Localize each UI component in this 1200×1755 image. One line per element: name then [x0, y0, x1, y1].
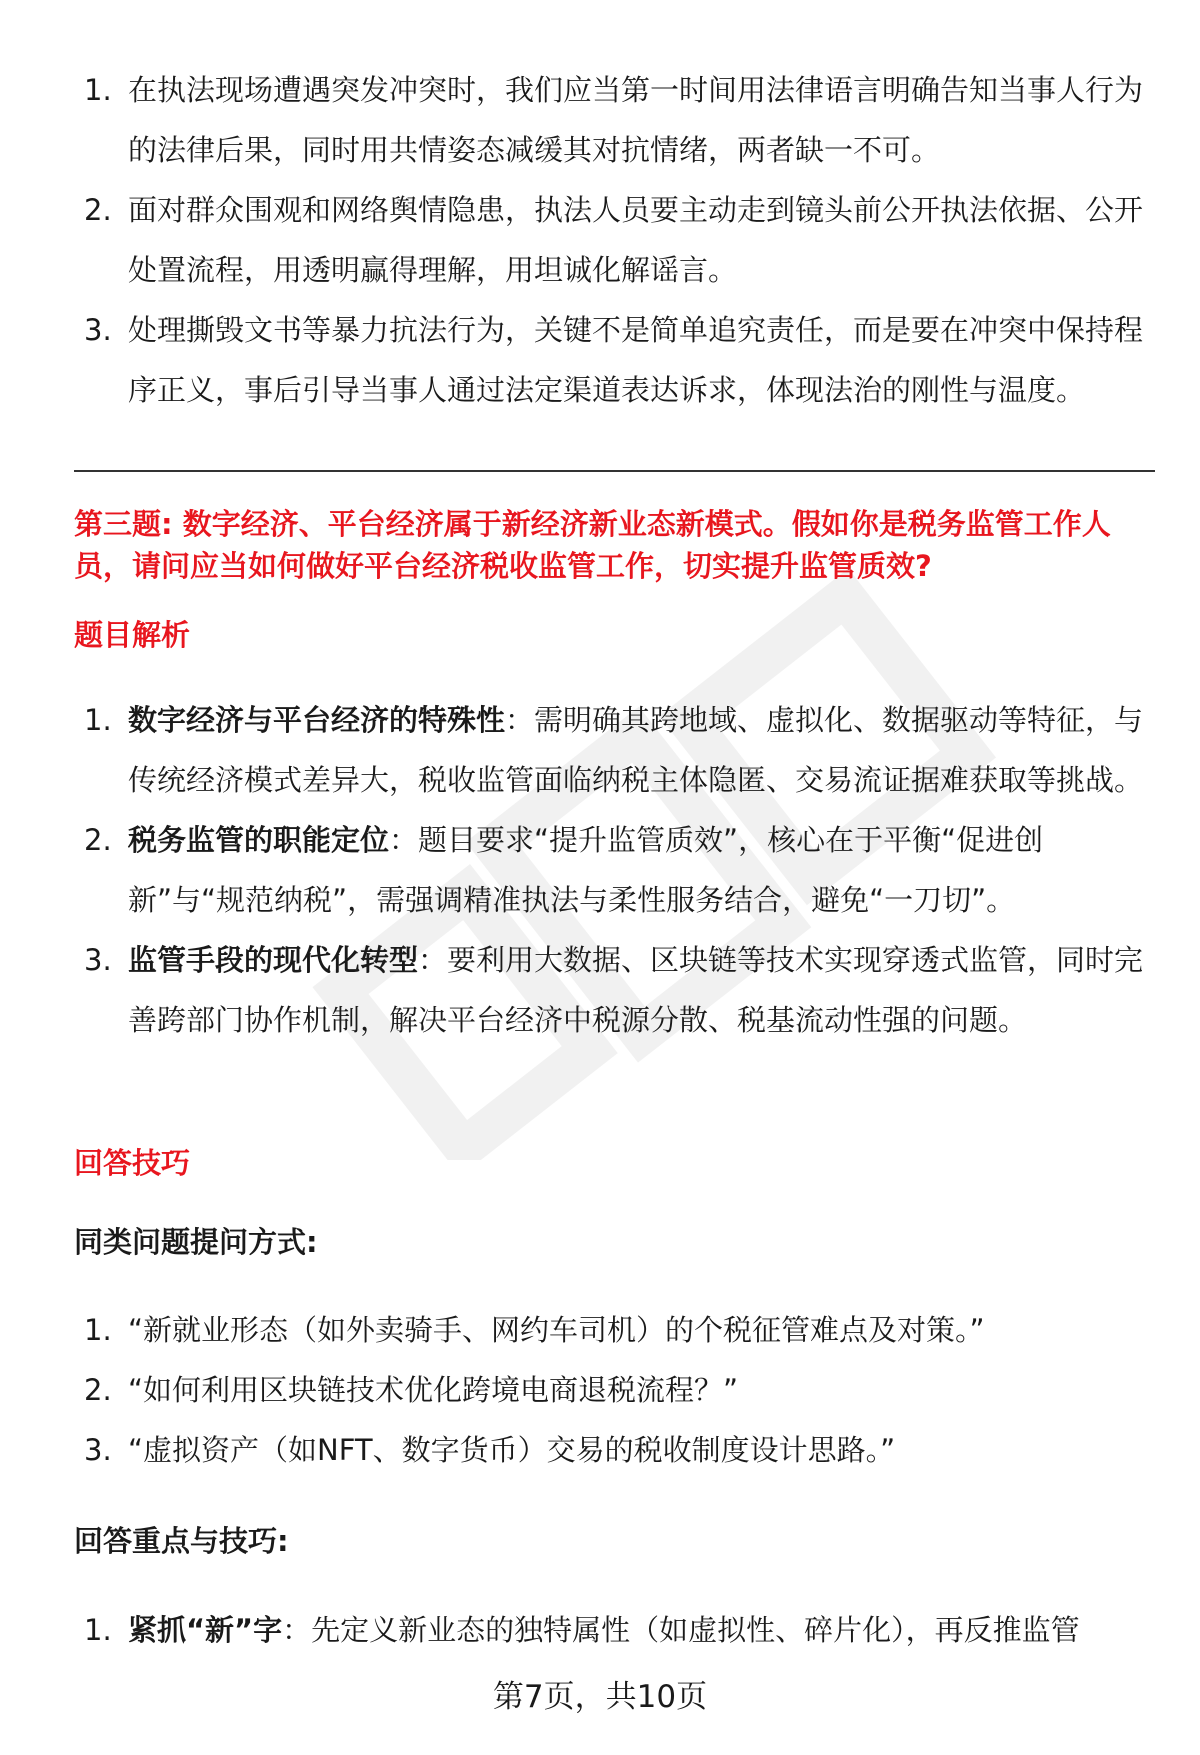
list-item	[74, 300, 1144, 420]
list-number: 1.	[84, 703, 112, 737]
key-points-list	[74, 1600, 1144, 1660]
list-item	[74, 1420, 1144, 1480]
list-text: “新就业形态（如外卖骑手、网约车司机）的个税征管难点及对策。”	[128, 1313, 985, 1347]
list-text: 在执法现场遭遇突发冲突时，我们应当第一时间用法律语言明确告知当事人行为的法律后果，同时用共情姿态减缓其对抗情绪，两者缺一不可。	[128, 73, 1144, 167]
page-footer: 第7页，共10页	[492, 1679, 708, 1715]
list-item	[74, 60, 1144, 180]
list-item	[74, 690, 1144, 810]
list-text: “虚拟资产（如NFT、数字货币）交易的税收制度设计思路。”	[128, 1433, 896, 1467]
analysis-heading: 题目解析	[74, 618, 191, 652]
question-title: 第三题: 数字经济、平台经济属于新经济新业态新模式。假如你是税务监管工作人员，请问应当如何做好平台经济税收监管工作，切实提升监管质效?	[74, 507, 1111, 583]
list-text: ：题目要求“提升监管质效”，核心在于平衡“促进创新”与“规范纳税”，需强调精准执法与柔性服务结合，避免“一刀切”。	[128, 823, 1044, 917]
list-text: 处理撕毁文书等暴力抗法行为，关键不是简单追究责任，而是要在冲突中保持程序正义，事后引导当事人通过法定渠道表达诉求，体现法治的刚性与温度。	[128, 313, 1144, 407]
list-item	[74, 1600, 1144, 1660]
list-text: ：需明确其跨地域、虚拟化、数据驱动等特征，与传统经济模式差异大，税收监管面临纳税主体隐匿、交易流证据难获取等挑战。	[128, 703, 1144, 797]
similar-questions-list	[74, 1300, 1144, 1480]
list-number: 1.	[84, 1613, 112, 1647]
list-bold-lead: 紧抓“新”字	[128, 1613, 283, 1647]
list-bold-lead: 数字经济与平台经济的特殊性	[128, 703, 506, 737]
list-item	[74, 1300, 1144, 1360]
list-item	[74, 1360, 1144, 1420]
list-item	[74, 180, 1144, 300]
similar-questions-heading: 同类问题提问方式:	[74, 1225, 318, 1259]
tips-heading: 回答技巧	[74, 1146, 191, 1180]
list-number: 3.	[84, 313, 112, 347]
conflict-handling-list	[74, 60, 1144, 420]
list-text: ：要利用大数据、区块链等技术实现穿透式监管，同时完善跨部门协作机制，解决平台经济中税源分散、税基流动性强的问题。	[128, 943, 1144, 1037]
list-text: ：先定义新业态的独特属性（如虚拟性、碎片化），再反推监管	[282, 1613, 1080, 1647]
list-bold-lead: 税务监管的职能定位	[128, 823, 390, 857]
list-number: 3.	[84, 1433, 112, 1467]
list-bold-lead: 监管手段的现代化转型	[128, 943, 419, 977]
list-number: 2.	[84, 193, 112, 227]
list-text: 面对群众围观和网络舆情隐患，执法人员要主动走到镜头前公开执法依据、公开处置流程，用透明赢得理解，用坦诚化解谣言。	[128, 193, 1144, 287]
list-text: “如何利用区块链技术优化跨境电商退税流程？”	[128, 1373, 739, 1407]
list-number: 2.	[84, 823, 112, 857]
list-item	[74, 810, 1144, 930]
list-number: 1.	[84, 73, 112, 107]
key-points-heading: 回答重点与技巧:	[74, 1524, 289, 1558]
list-item	[74, 930, 1144, 1050]
analysis-list	[74, 690, 1144, 1050]
list-number: 3.	[84, 943, 112, 977]
list-number: 1.	[84, 1313, 112, 1347]
list-number: 2.	[84, 1373, 112, 1407]
section-divider	[74, 470, 1155, 472]
